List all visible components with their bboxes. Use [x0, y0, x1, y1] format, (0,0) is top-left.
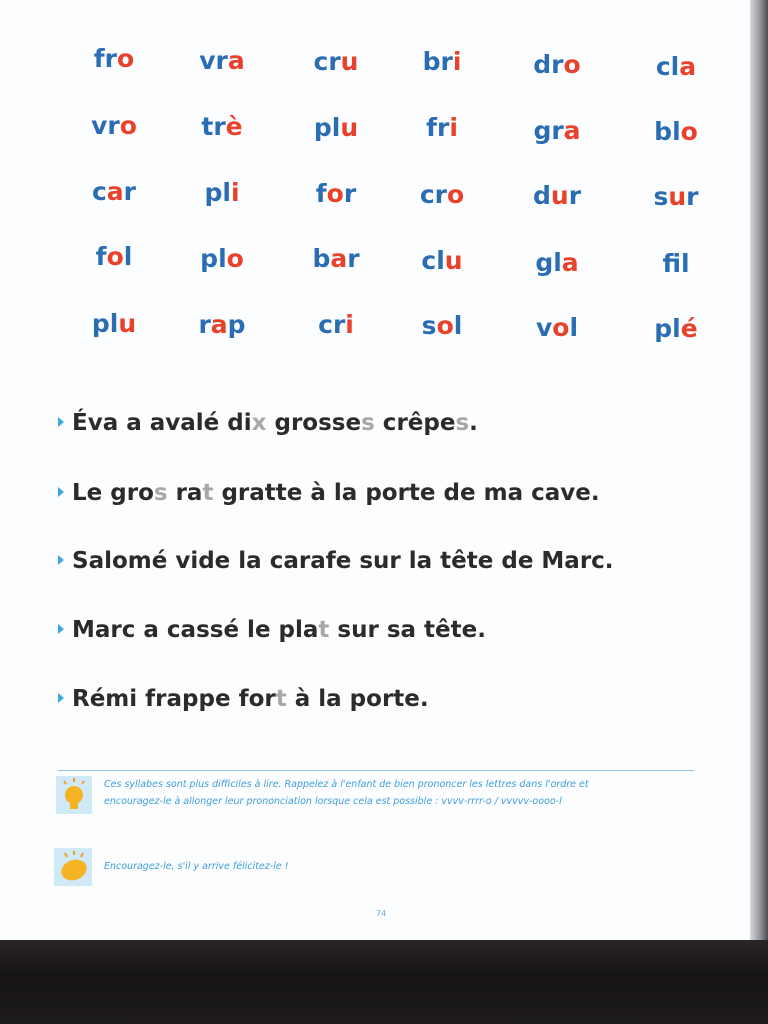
- syllable-2-2: [201, 114, 242, 139]
- syllable-part: l: [453, 311, 463, 340]
- syllable-part: a: [106, 177, 124, 206]
- sentence-3: [58, 550, 614, 573]
- sentence-part: t: [202, 480, 214, 506]
- syllable-part: l: [123, 242, 133, 271]
- syllable-4-5: [535, 250, 578, 275]
- syllable-part: f: [95, 242, 107, 271]
- syllable-part: cr: [318, 310, 346, 339]
- sentence-part: .: [469, 410, 478, 436]
- tip-line-2: encouragez-le à allonger leur prononciation lorsque cela est possible : vvvv-rrrr-o / vvvvv-oooo-l: [104, 796, 562, 807]
- syllable-part: r: [686, 182, 699, 211]
- syllable-part: u: [444, 246, 463, 275]
- syllable-4-6: [662, 251, 689, 276]
- sentence-2: [58, 482, 600, 505]
- syllable-part: u: [550, 181, 569, 210]
- syllable-2-5: [533, 118, 580, 143]
- syllable-part: a: [330, 244, 348, 273]
- syllable-2-4: [426, 115, 458, 140]
- sentence-part: Salomé vide la carafe sur la tête de Marc.: [72, 548, 614, 574]
- syllable-2-3: [314, 115, 358, 140]
- syllable-4-1: [96, 244, 133, 269]
- syllable-5-1: [92, 311, 136, 336]
- syllable-part: è: [225, 112, 243, 141]
- syllable-2-1: [91, 113, 137, 138]
- syllable-1-4: [423, 49, 462, 74]
- syllable-part: u: [118, 309, 137, 338]
- syllable-5-5: [536, 315, 578, 340]
- syllable-part: p: [227, 310, 246, 339]
- syllable-part: fr: [426, 113, 450, 142]
- syllable-part: u: [668, 182, 687, 211]
- syllable-part: s: [653, 182, 669, 211]
- syllable-part: d: [532, 181, 551, 210]
- syllable-part: r: [123, 177, 137, 206]
- sentence-part: grosse: [266, 410, 362, 436]
- syllable-5-6: [654, 316, 697, 341]
- syllable-part: a: [210, 310, 228, 339]
- sentence-part: s: [361, 410, 375, 436]
- syllable-part: vr: [199, 46, 228, 75]
- page-edge-shadow: [750, 0, 768, 940]
- syllable-part: a: [563, 116, 581, 145]
- syllable-part: dr: [533, 50, 564, 79]
- syllable-3-2: [204, 180, 239, 205]
- syllable-1-2: [199, 48, 245, 73]
- syllable-3-4: [420, 182, 464, 207]
- sentence-part: t: [318, 617, 330, 643]
- syllable-part: i: [449, 113, 458, 142]
- syllable-part: o: [552, 313, 570, 342]
- sentence-part: t: [275, 686, 287, 712]
- syllable-part: cr: [419, 180, 447, 209]
- syllable-part: o: [563, 50, 581, 79]
- sentence-5: [58, 688, 429, 711]
- syllable-part: é: [680, 314, 698, 343]
- syllable-1-5: [533, 52, 580, 77]
- syllable-4-2: [200, 246, 244, 271]
- syllable-3-1: [92, 179, 136, 204]
- syllable-part: o: [117, 44, 135, 73]
- syllable-part: br: [422, 47, 453, 76]
- syllable-part: s: [421, 311, 437, 340]
- syllable-part: o: [680, 117, 698, 146]
- syllable-part: c: [91, 177, 107, 206]
- syllable-part: a: [561, 248, 579, 277]
- sentence-part: s: [455, 410, 470, 436]
- syllable-1-3: [314, 49, 359, 74]
- syllable-part: vr: [91, 111, 120, 140]
- syllable-4-3: [312, 246, 359, 271]
- syllable-part: o: [106, 242, 124, 271]
- syllable-part: cl: [421, 246, 445, 275]
- syllable-part: pl: [313, 113, 341, 142]
- syllable-part: i: [452, 47, 462, 76]
- tip-line-1: Ces syllabes sont plus difficiles à lire. Rappelez à l'enfant de bien prononcer les lettres dans l'ordre et: [104, 779, 589, 790]
- sentence-part: ra: [167, 480, 203, 506]
- syllable-part: o: [436, 311, 454, 340]
- lightbulb-icon: [56, 776, 92, 814]
- syllable-part: i: [230, 178, 240, 207]
- syllable-part: f: [662, 249, 681, 278]
- triangle-bullet-icon: [58, 417, 64, 427]
- syllable-part: pl: [204, 178, 231, 207]
- syllable-part: u: [340, 113, 359, 142]
- syllable-3-6: [653, 184, 698, 209]
- syllable-part: o: [119, 111, 137, 140]
- syllable-part: o: [326, 179, 344, 208]
- syllable-part: u: [340, 47, 359, 76]
- syllable-3-5: [533, 183, 581, 208]
- syllable-part: bl: [654, 117, 681, 146]
- syllable-5-2: [198, 312, 245, 337]
- sentence-part: Le gro: [72, 480, 154, 506]
- syllable-2-6: [654, 119, 698, 144]
- syllable-part: pl: [91, 309, 119, 338]
- triangle-bullet-icon: [58, 624, 64, 634]
- tip-note: [104, 776, 704, 810]
- syllable-part: gr: [533, 116, 564, 145]
- scanner-background: [0, 940, 768, 1024]
- syllable-part: a: [227, 46, 245, 75]
- syllable-part: r: [568, 181, 582, 210]
- syllable-part: v: [535, 313, 553, 342]
- syllable-1-1: [94, 46, 134, 71]
- syllable-1-6: [656, 54, 696, 79]
- syllable-3-3: [316, 181, 356, 206]
- sentence-part: gratte à la porte de ma cave.: [213, 480, 600, 506]
- sentence-part: x: [251, 410, 267, 436]
- syllable-part: r: [198, 310, 211, 339]
- syllable-part: o: [446, 180, 465, 209]
- sentence-part: sur sa tête.: [329, 617, 486, 643]
- syllable-part: b: [312, 244, 331, 273]
- sentence-part: Rémi frappe for: [72, 686, 276, 712]
- syllable-part: gl: [535, 248, 562, 277]
- syllable-part: r: [343, 179, 357, 208]
- syllable-part: tr: [201, 112, 226, 141]
- clapping-hands-icon: [54, 848, 92, 886]
- syllable-part: l: [680, 249, 690, 278]
- syllable-5-4: [422, 313, 463, 338]
- sentence-part: crêpe: [374, 410, 456, 436]
- sentence-1: [58, 412, 478, 435]
- sentence-part: Marc a cassé le pla: [72, 617, 319, 643]
- sentence-part: à la porte.: [286, 686, 429, 712]
- triangle-bullet-icon: [58, 693, 64, 703]
- syllable-4-4: [421, 248, 462, 273]
- syllable-part: f: [315, 179, 327, 208]
- syllable-part: a: [679, 52, 697, 81]
- syllable-part: pl: [200, 244, 227, 273]
- triangle-bullet-icon: [58, 555, 64, 565]
- page-number: 74: [376, 909, 387, 918]
- syllable-part: cr: [313, 47, 341, 76]
- syllable-5-3: [318, 312, 354, 337]
- triangle-bullet-icon: [58, 487, 64, 497]
- syllable-part: r: [347, 244, 360, 273]
- syllable-part: cl: [655, 52, 680, 81]
- syllable-part: i: [345, 310, 354, 339]
- sentence-4: [58, 619, 486, 642]
- sentence-part: Éva a avalé di: [72, 410, 252, 436]
- syllable-part: fr: [93, 44, 118, 73]
- syllable-part: o: [226, 244, 244, 273]
- syllable-part: pl: [654, 314, 681, 343]
- encourage-note: Encouragez-le, s'il y arrive félicitez-le !: [104, 861, 289, 872]
- syllable-part: l: [569, 313, 579, 342]
- sentence-part: s: [153, 480, 168, 506]
- divider: [58, 770, 694, 771]
